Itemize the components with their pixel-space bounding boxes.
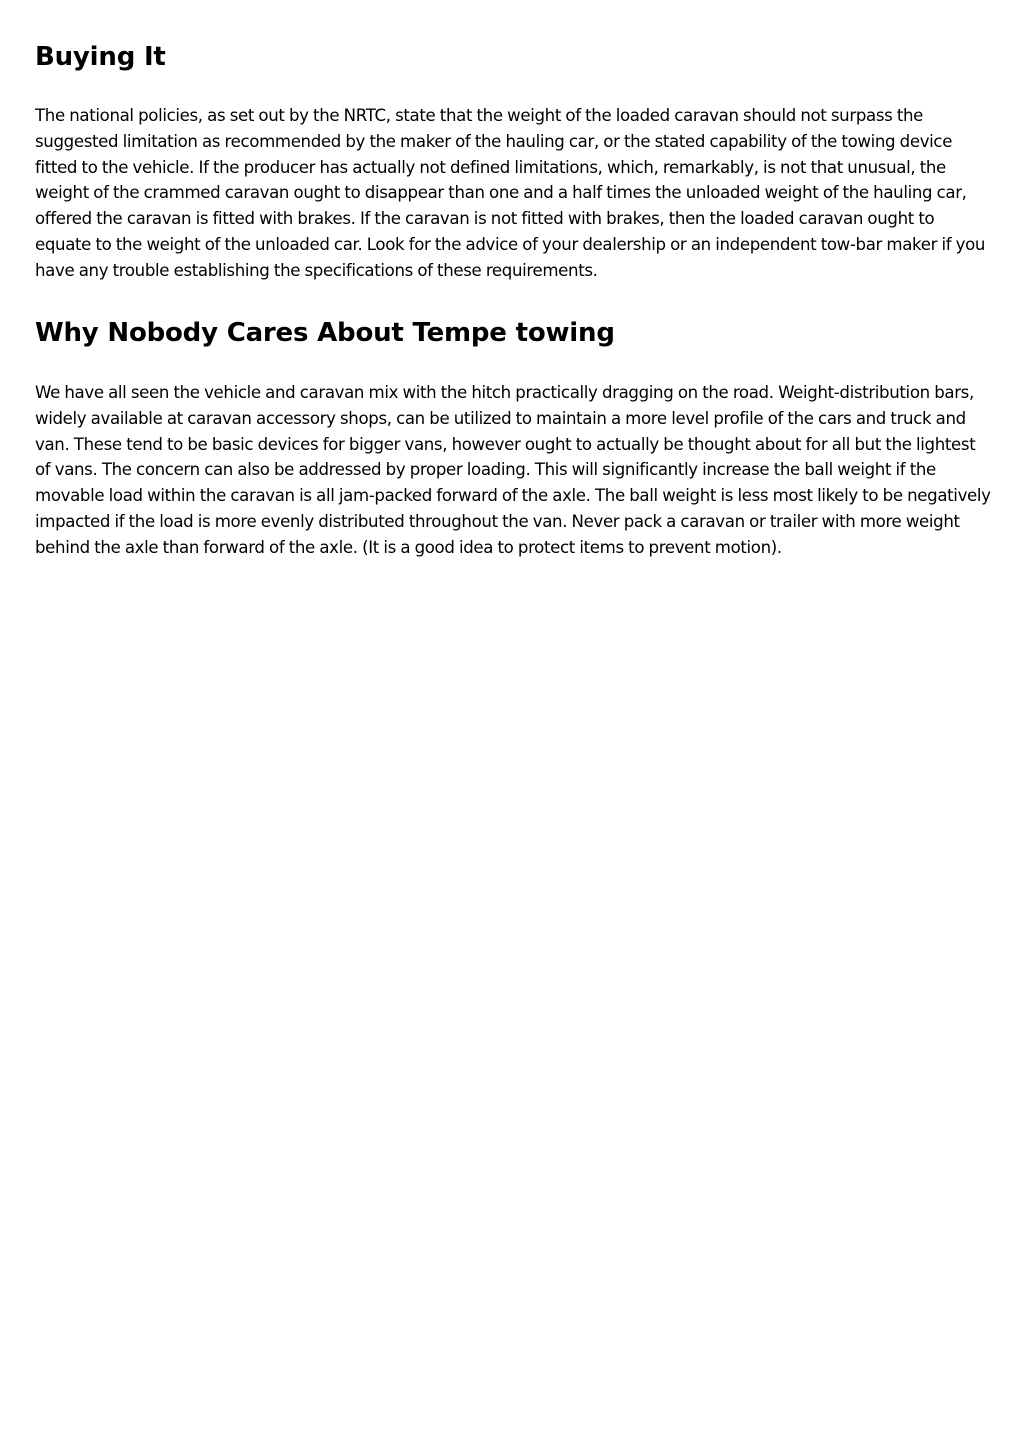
section-heading: Buying It bbox=[35, 42, 166, 72]
section-heading: Why Nobody Cares About Tempe towing bbox=[35, 318, 615, 348]
section-paragraph: The national policies, as set out by the NRTC, state that the weight of the loaded caravan should not surpass the suggested limitation as recommended by the maker of the hauling car, or the stated capability of the towing device fitted to the vehicle. If the producer has actually not defined limitations, which, remarkably, is not that unusual, the weight of the crammed caravan ought to disappear than one and a half times the unloaded weight of the hauling car, offered the caravan is fitted with brakes. If the caravan is not fitted with brakes, then the loaded caravan ought to equate to the weight of the unloaded car. Look for the advice of your dealership or an independent tow-bar maker if you have any trouble establishing the specifications of these requirements. bbox=[35, 106, 986, 280]
section-paragraph: We have all seen the vehicle and caravan mix with the hitch practically dragging on the road. Weight-distribution bars, widely available at caravan accessory shops, can be utilized to maintain a more level profile of the cars and truck and van. These tend to be basic devices for bigger vans, however ought to actually be thought about for all but the lightest of vans. The concern can also be addressed by proper loading. This will significantly increase the ball weight if the movable load within the caravan is all jam-packed forward of the axle. The ball weight is less most likely to be negatively impacted if the load is more evenly distributed throughout the van. Never pack a caravan or trailer with more weight behind the axle than forward of the axle. (It is a good idea to protect items to prevent motion). bbox=[35, 383, 991, 557]
